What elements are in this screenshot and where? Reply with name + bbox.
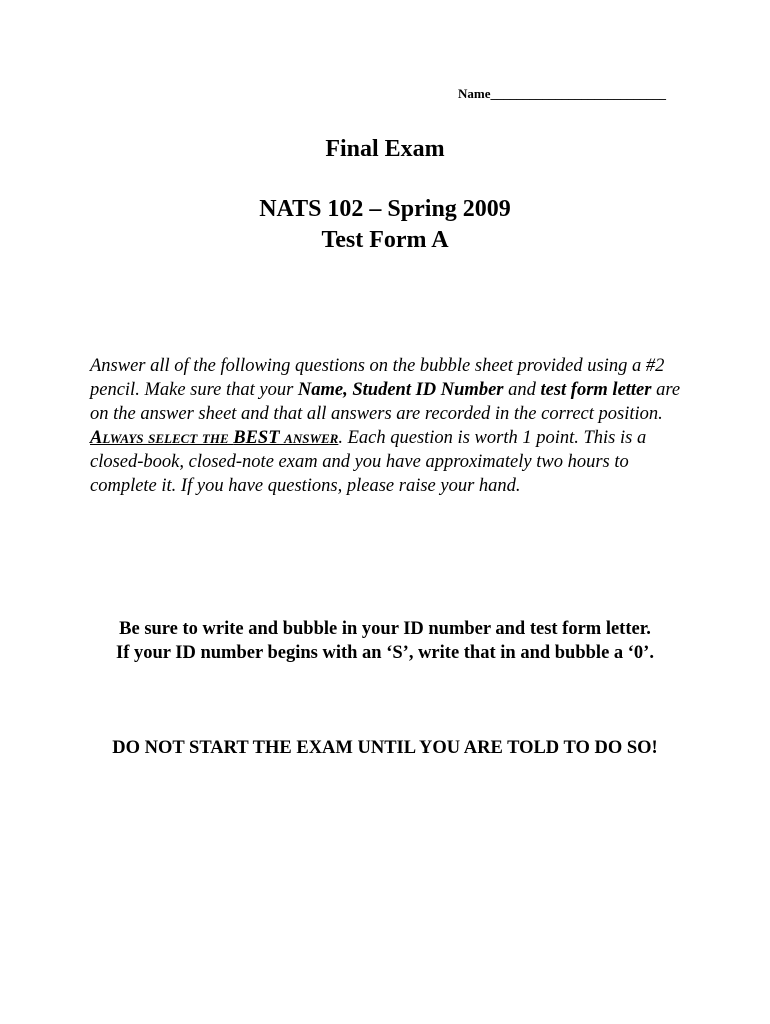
instructions-text-4: . Each question is worth 1 point. This is a closed-book, closed-note exam and you have approximately two hours to complete it. If you have questions, please raise your hand. (90, 428, 647, 496)
id-notice-line-1: Be sure to write and bubble in your ID number and test form letter. (119, 619, 651, 639)
name-label: Name (458, 86, 491, 101)
exam-title: Final Exam (325, 136, 445, 162)
exam-instructions (90, 354, 690, 498)
id-number-notice (0, 617, 770, 665)
id-notice-line-2: If your ID number begins with an ‘S’, write that in and bubble a ‘0’. (116, 643, 654, 663)
instructions-text-2: and (503, 380, 541, 400)
always-select-best-answer (90, 428, 338, 448)
name-blank-line[interactable]: ___________________________ (490, 86, 666, 101)
do-not-start-warning: DO NOT START THE EXAM UNTIL YOU ARE TOLD TO DO SO! (112, 738, 658, 758)
best-text: BEST (233, 428, 280, 448)
instructions-text-1: Answer all of the following questions on the bubble sheet provided using a #2 pencil. Make sure that your (90, 356, 665, 400)
instructions-bold-form-letter: test form letter (540, 380, 652, 400)
answer-text: answer (279, 428, 339, 448)
name-field[interactable] (458, 86, 666, 102)
course-title: NATS 102 – Spring 2009 (259, 196, 511, 222)
always-select-the-text: Always select the (90, 428, 234, 448)
instructions-bold-name-id: Name, Student ID Number (297, 380, 504, 400)
test-form-label: Test Form A (321, 227, 449, 253)
instructions-text-3: are on the answer sheet and that all answers are recorded in the correct position. (90, 380, 681, 424)
